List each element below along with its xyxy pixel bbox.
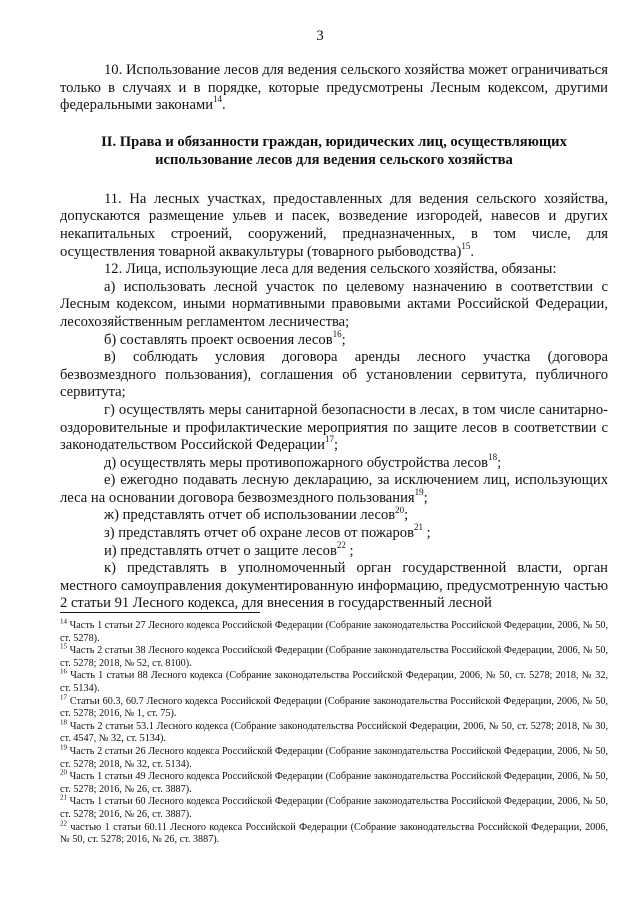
list-item-e: е) ежегодно подавать лесную декларацию, за исключением лиц, использующих леса на основании договора безвозмездного пользования$^{19}$; bbox=[60, 472, 608, 506]
footnote: $^{21}$ Часть 1 статьи 60 Лесного кодекса Российской Федерации (Собрание законодательства Российской Федерации, 2006, № 50, ст. 5278; 2016, № 26, ст. 3887). bbox=[60, 793, 609, 820]
footnote-ref[interactable]: 20 bbox=[395, 504, 405, 515]
list-item-k: к) представлять в уполномоченный орган государственной власти, орган местного самоуправления документированную информацию, предусмотренную частью 2 статьи 91 Лесного кодекса, для внесения в государственный лесной bbox=[60, 560, 608, 612]
footnote: $^{15}$ Часть 2 статьи 38 Лесного кодекса Российской Федерации (Собрание законодательства Российской Федерации, 2006, № 50, ст. 5278; 2018, № 52, ст. 8100). bbox=[60, 642, 609, 669]
document-body bbox=[60, 62, 608, 613]
footnote-divider bbox=[60, 612, 260, 613]
paragraph-12-intro: 12. Лица, использующие леса для ведения сельского хозяйства, обязаны: bbox=[104, 261, 557, 278]
footnote: $^{17}$ Статьи 60.3, 60.7 Лесного кодекса Российской Федерации (Собрание законодательства Российской Федерации, 2006, № 50, ст. 5278; 2016, № 1, ст. 75). bbox=[60, 693, 609, 720]
footnote: $^{14}$ Часть 1 статьи 27 Лесного кодекса Российской Федерации (Собрание законодательства Российской Федерации, 2006, № 50, ст. 5278). bbox=[60, 617, 609, 644]
footnotes bbox=[60, 617, 609, 847]
footnote-ref[interactable]: 21 bbox=[413, 522, 423, 533]
section-heading: II. Права и обязанности граждан, юридических лиц, осуществляющих использование лесов для ведения сельского хозяйства bbox=[101, 133, 567, 168]
footnote-ref[interactable]: 18 bbox=[488, 451, 498, 462]
footnote-ref[interactable]: 17 bbox=[324, 434, 334, 445]
page-number: 3 bbox=[316, 28, 324, 44]
paragraph-11: 11. На лесных участках, предоставленных для ведения сельского хозяйства, допускаются размещение ульев и пасек, возведение изгородей, навесов и других некапитальных строений, сооружений, предназначенных, в том числе, для осуществления товарной аквакультуры (товарного рыбоводства)$^{15}$. bbox=[60, 190, 608, 260]
footnote: $^{20}$ Часть 1 статьи 49 Лесного кодекса Российской Федерации (Собрание законодательства Российской Федерации, 2006, № 50, ст. 5278; 2016, № 26, ст. 3887). bbox=[60, 768, 609, 795]
list-item-a: а) использовать лесной участок по целевому назначению в соответствии с Лесным кодексом, иными нормативными правовыми актами Российской Федерации, лесохозяйственным регламентом лесничества; bbox=[60, 278, 608, 330]
list-item-i: и) представлять отчет о защите лесов$^{22}$ ; bbox=[104, 539, 354, 559]
footnote-ref[interactable]: 22 bbox=[336, 539, 346, 550]
footnote: $^{19}$ Часть 2 статьи 26 Лесного кодекса Российской Федерации (Собрание законодательства Российской Федерации, 2006, № 50, ст. 5278; 2018, № 32, ст. 5134). bbox=[60, 743, 609, 770]
footnote: $^{16}$ Часть 1 статьи 88 Лесного кодекса (Собрание законодательства Российской Федерации, 2006, № 50, ст. 5278; 2018, № 32, ст. 5134). bbox=[60, 667, 609, 694]
footnote: $^{22}$ частью 1 статьи 60.11 Лесного кодекса Российской Федерации (Собрание законодательства Российской Федерации, 2006, № 50, ст. 5278; 2016, № 26, ст. 3887). bbox=[60, 819, 608, 846]
list-item-d: д) осуществлять меры противопожарного обустройства лесов$^{18}$; bbox=[104, 451, 502, 471]
list-item-v: в) соблюдать условия договора аренды лесного участка (договора безвозмездного пользования), соглашения об установлении сервитута, публичного сервитута; bbox=[60, 349, 608, 401]
footnote-ref[interactable]: 16 bbox=[332, 328, 342, 339]
list-item-b: б) составлять проект освоения лесов$^{16}$; bbox=[104, 328, 346, 348]
list-item-zh: ж) представлять отчет об использовании лесов$^{20}$; bbox=[104, 504, 409, 524]
list-item-g: г) осуществлять меры санитарной безопасности в лесах, в том числе санитарно-оздоровительные и профилактические мероприятия по защите лесов в соответствии с законодательством Российской Федерации$^{17}$; bbox=[60, 401, 608, 454]
footnote-ref[interactable]: 14 bbox=[213, 94, 223, 105]
list-item-z: з) представлять отчет об охране лесов от пожаров$^{21}$ ; bbox=[104, 522, 431, 542]
paragraph-10: 10. Использование лесов для ведения сельского хозяйства может ограничиваться только в случаях и в порядке, которые предусмотрены Лесным кодексом, другими федеральными законами$^{14}$. bbox=[60, 62, 608, 114]
footnote: $^{18}$ Часть 2 статьи 53.1 Лесного кодекса (Собрание законодательства Российской Федерации, 2006, № 50, ст. 5278; 2018, № 30, ст. 4547, № 32, ст. 5134). bbox=[60, 718, 609, 745]
footnote-ref[interactable]: 19 bbox=[414, 487, 424, 498]
footnote-ref[interactable]: 15 bbox=[461, 240, 471, 251]
